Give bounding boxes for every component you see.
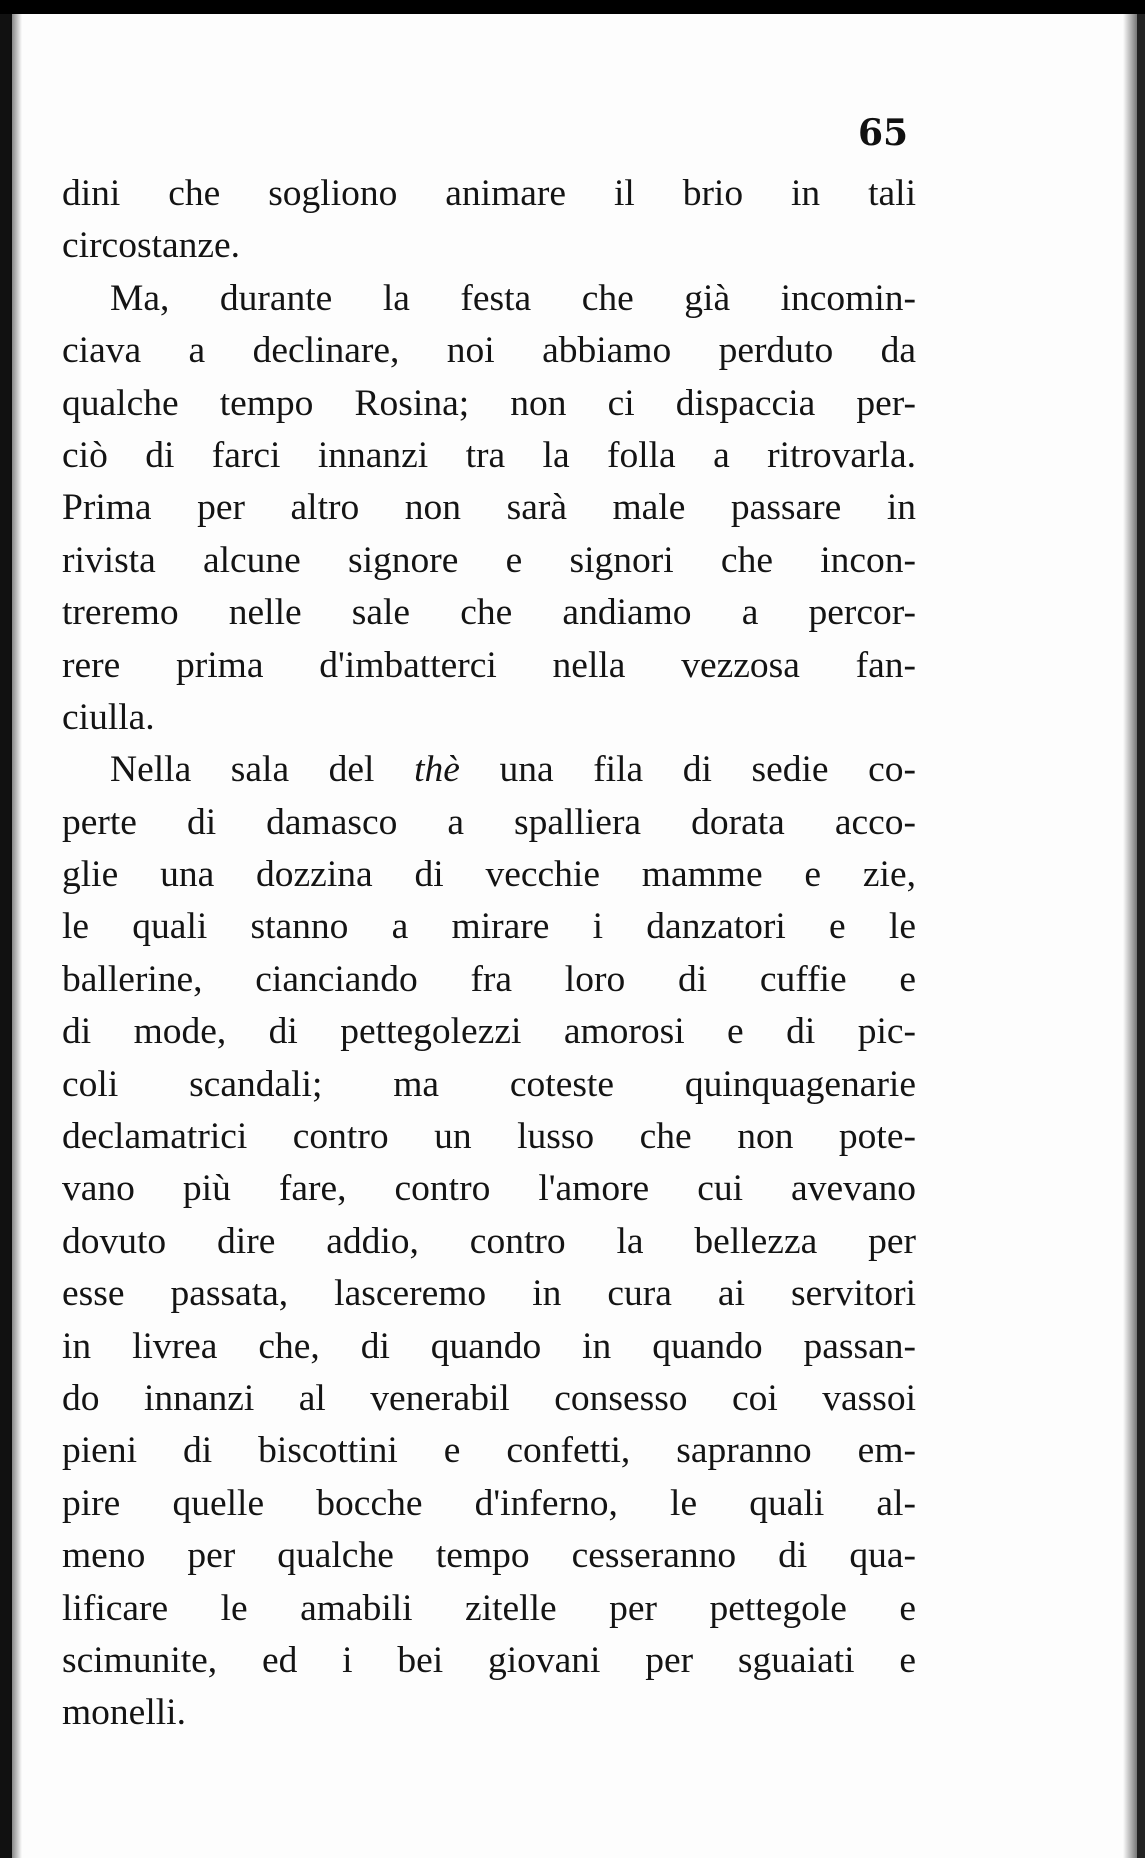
text-line: esse passata, lasceremo in cura ai servitori xyxy=(62,1273,916,1315)
text-line: circostanze. xyxy=(62,225,241,267)
page-number: 65 xyxy=(858,112,909,154)
scan-top-border xyxy=(0,0,1145,14)
scan-right-shadow xyxy=(1123,14,1137,1858)
text-line: ballerine, cianciando fra loro di cuffie e xyxy=(62,958,916,1000)
text-line: do innanzi al venerabil consesso coi vassoi xyxy=(62,1377,916,1419)
text-line: coli scandali; ma coteste quinquagenarie xyxy=(62,1063,916,1105)
text-line: glie una dozzina di vecchie mamme e zie, xyxy=(62,854,916,896)
text-line: dini che sogliono animare il brio in tali xyxy=(62,173,916,214)
text-line: declamatrici contro un lusso che non pote- xyxy=(62,1116,916,1158)
text-line: Nella sala del thè una fila di sedie co- xyxy=(110,749,916,791)
body-text xyxy=(62,168,916,1740)
text-line: Ma, durante la festa che già incomin- xyxy=(110,277,916,319)
text-line: ciulla. xyxy=(62,696,155,738)
text-line: monelli. xyxy=(62,1692,186,1734)
text-line: qualche tempo Rosina; non ci dispaccia per- xyxy=(62,382,916,424)
text-line: meno per qualche tempo cesseranno di qua- xyxy=(62,1535,916,1577)
text-line: rere prima d'imbatterci nella vezzosa fan- xyxy=(62,644,916,686)
text-line: ciò di farci innanzi tra la folla a ritrovarla. xyxy=(62,434,916,476)
text-line: pire quelle bocche d'inferno, le quali al- xyxy=(62,1482,916,1524)
scan-left-shadow xyxy=(12,14,22,1858)
text-line: rivista alcune signore e signori che incon- xyxy=(62,539,916,581)
text-line: scimunite, ed i bei giovani per sguaiati e xyxy=(62,1639,916,1681)
text-line: le quali stanno a mirare i danzatori e le xyxy=(62,906,916,948)
text-line: treremo nelle sale che andiamo a percor- xyxy=(62,592,916,634)
scan-left-border xyxy=(0,14,12,1858)
text-line: dovuto dire addio, contro la bellezza per xyxy=(62,1220,916,1262)
italic-word: thè xyxy=(414,749,460,791)
scan-right-border xyxy=(1137,14,1145,1858)
text-line: di mode, di pettegolezzi amorosi e di pic- xyxy=(62,1011,916,1053)
text-line: pieni di biscottini e confetti, sapranno em- xyxy=(62,1430,916,1472)
text-line: lificare le amabili zitelle per pettegole e xyxy=(62,1587,916,1629)
text-line: vano più fare, contro l'amore cui avevano xyxy=(62,1168,916,1210)
text-line: Prima per altro non sarà male passare in xyxy=(62,487,916,529)
text-line: in livrea che, di quando in quando passan- xyxy=(62,1325,916,1367)
text-line: ciava a declinare, noi abbiamo perduto da xyxy=(62,330,916,372)
text-line: perte di damasco a spalliera dorata acco- xyxy=(62,801,916,843)
